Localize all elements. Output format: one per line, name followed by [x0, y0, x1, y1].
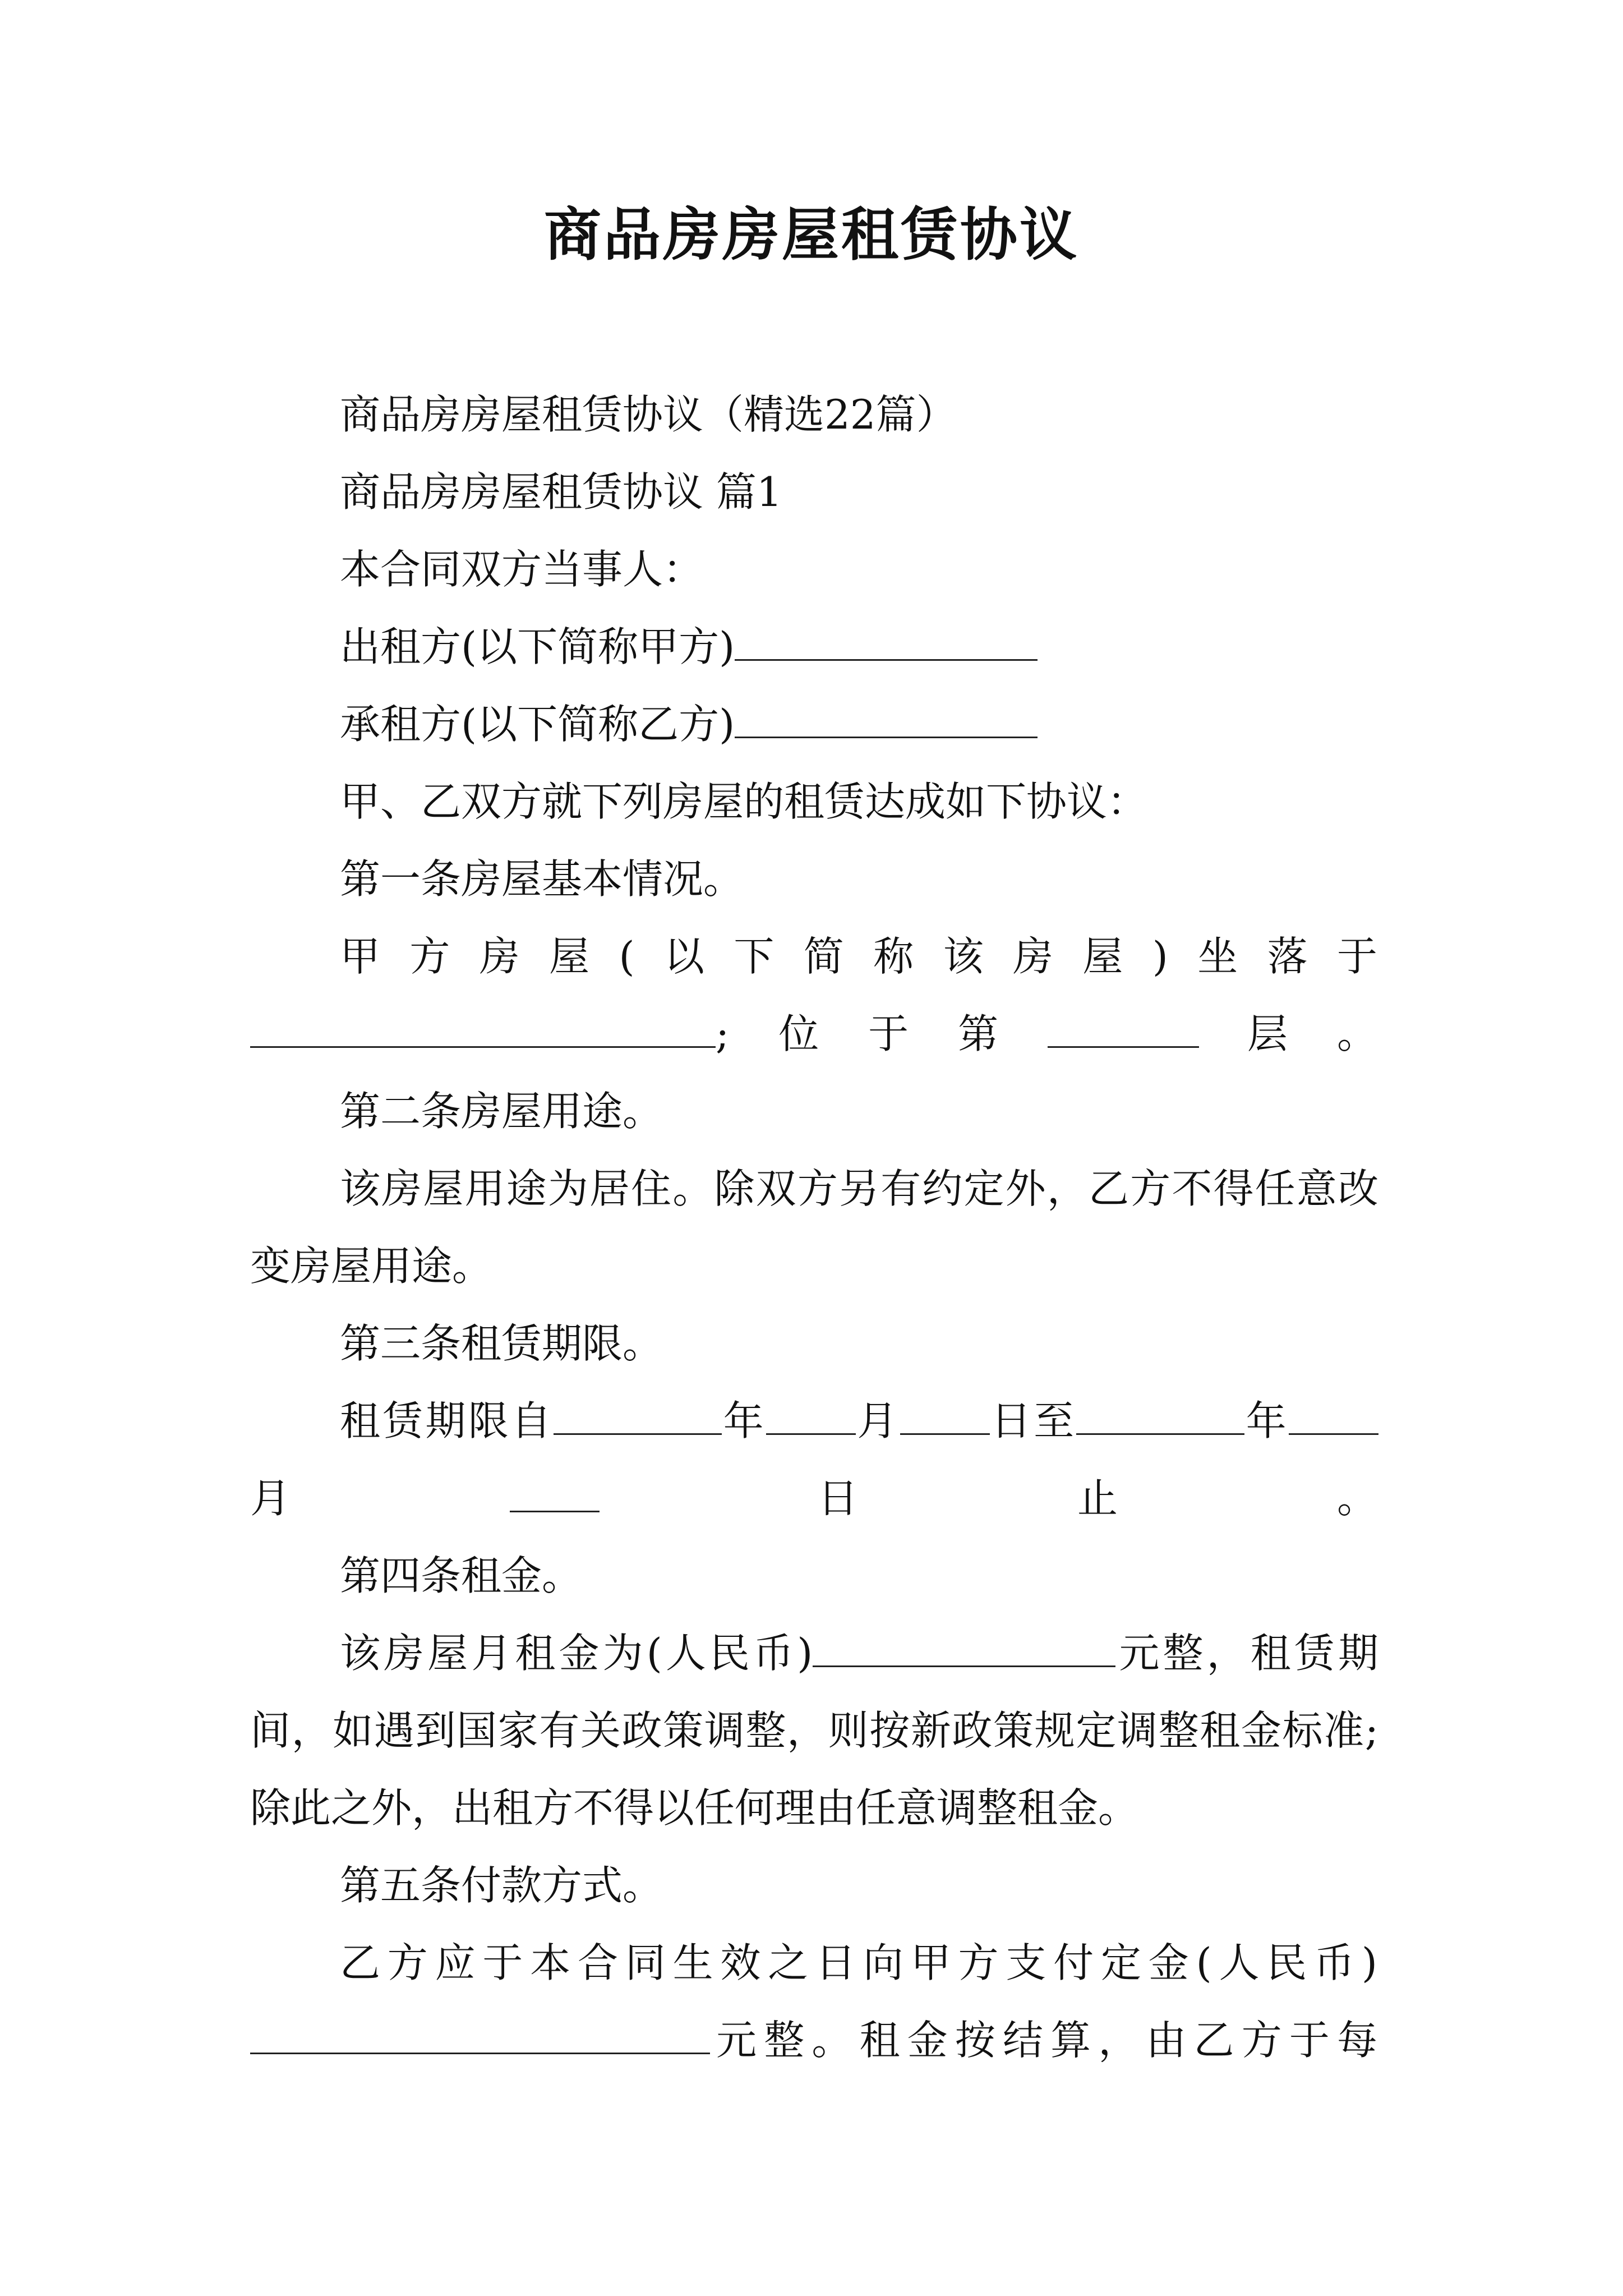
end-year-blank	[1076, 1400, 1244, 1435]
term-end-label: 日止。	[600, 1475, 1378, 1522]
start-month-blank	[766, 1400, 856, 1435]
start-year-blank	[554, 1400, 722, 1435]
lessee-label: 承租方(以下简称乙方)	[340, 701, 735, 748]
year-label-2: 年	[1244, 1397, 1289, 1444]
deposit-label: 乙方应于本合同生效之日向甲方支付定金(人民币)	[340, 1939, 1378, 1986]
article-1-body	[250, 918, 1378, 1073]
subtitle-line: 商品房房屋租赁协议（精选22篇）	[340, 391, 957, 438]
payment-text: 元整。租金按结算，由乙方于每	[710, 2017, 1378, 2064]
article-2-body: 该房屋用途为居住。除双方另有约定外，乙方不得任意改变房屋用途。	[250, 1165, 1378, 1290]
term-from-label: 租赁期限自	[340, 1397, 554, 1444]
month-label-2: 月	[250, 1475, 510, 1522]
floor-blank	[1048, 1013, 1199, 1048]
lessor-blank	[735, 625, 1038, 661]
document-body	[250, 376, 1378, 2079]
lessor-line	[250, 608, 1378, 685]
start-day-blank	[900, 1400, 990, 1435]
article-1-text-a: 甲方房屋(以下简称该房屋)坐落于	[340, 933, 1378, 980]
location-blank	[250, 1013, 716, 1048]
article-4-body	[250, 1614, 1378, 1847]
article-2-heading: 第二条房屋用途。	[340, 1088, 663, 1135]
end-month-blank-a	[1289, 1400, 1378, 1435]
article-1-text-c: 层。	[1199, 1010, 1378, 1057]
rent-text: 元整，租赁期间，如遇到国家有关政策调整，则按新政策规定调整租金标准;除此之外，出租方不得以任何理由任意调整租金。	[250, 1630, 1378, 1832]
article-5-heading: 第五条付款方式。	[340, 1862, 663, 1909]
lessor-label: 出租方(以下简称甲方)	[340, 623, 735, 670]
day-to-label: 日至	[989, 1397, 1077, 1444]
article-3-heading: 第三条租赁期限。	[340, 1320, 663, 1367]
parties-line: 本合同双方当事人：	[340, 546, 704, 593]
article-1-text-b: ;位于第	[716, 1010, 1048, 1057]
article-5-body	[250, 1924, 1378, 2079]
part-heading: 商品房房屋租赁协议 篇1	[340, 468, 782, 516]
article-4-heading: 第四条租金。	[340, 1552, 583, 1599]
year-label: 年	[722, 1397, 766, 1444]
document-title: 商品房房屋租赁协议	[544, 202, 1079, 269]
rent-blank	[813, 1632, 1115, 1667]
month-label: 月	[855, 1397, 900, 1444]
article-3-body	[250, 1382, 1378, 1537]
rent-label: 该房屋月租金为(人民币)	[340, 1630, 813, 1677]
end-day-blank	[510, 1477, 600, 1512]
deposit-blank	[250, 2019, 710, 2054]
article-1-heading: 第一条房屋基本情况。	[340, 855, 744, 903]
lessee-line	[250, 685, 1378, 763]
agreement-line: 甲、乙双方就下列房屋的租赁达成如下协议：	[340, 778, 1148, 825]
lessee-blank	[735, 703, 1038, 738]
